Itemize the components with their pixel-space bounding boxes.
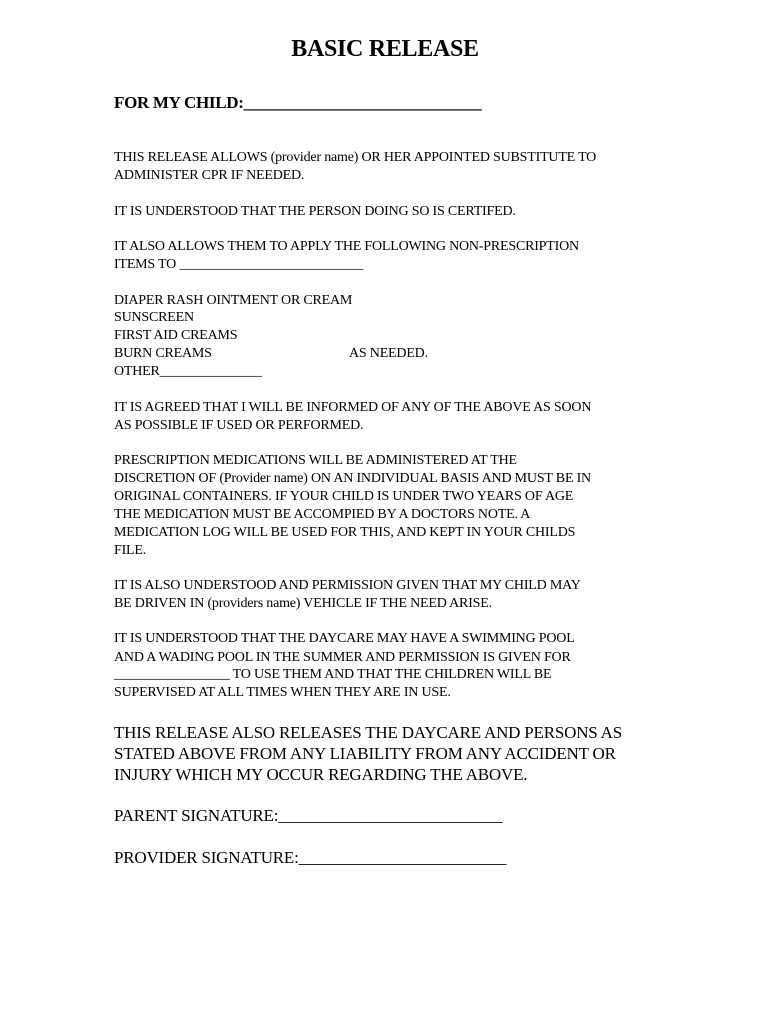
item-first-aid: FIRST AID CREAMS xyxy=(114,328,238,343)
medication-paragraph-line-3: ORIGINAL CONTAINERS. IF YOUR CHILD IS UNDER TWO YEARS OF AGE xyxy=(114,489,574,504)
pool-paragraph-line-1: IT IS UNDERSTOOD THAT THE DAYCARE MAY HAVE A SWIMMING POOL xyxy=(114,631,575,646)
non-prescription-line-1: IT ALSO ALLOWS THEM TO APPLY THE FOLLOWING NON-PRESCRIPTION xyxy=(114,239,579,254)
medication-paragraph-line-6: FILE. xyxy=(114,543,147,558)
certified-paragraph: IT IS UNDERSTOOD THAT THE PERSON DOING SO IS CERTIFED. xyxy=(114,204,516,219)
item-diaper-rash: DIAPER RASH OINTMENT OR CREAM xyxy=(114,293,353,308)
liability-paragraph-line-1: THIS RELEASE ALSO RELEASES THE DAYCARE AND PERSONS AS xyxy=(114,723,622,742)
vehicle-paragraph-line-2: BE DRIVEN IN (providers name) VEHICLE IF THE NEED ARISE. xyxy=(114,596,492,611)
parent-signature-line: PARENT SIGNATURE:___________________________ xyxy=(114,806,503,825)
pool-paragraph-line-3: _________________ TO USE THEM AND THAT THE CHILDREN WILL BE xyxy=(114,667,552,682)
vehicle-paragraph-line-1: IT IS ALSO UNDERSTOOD AND PERMISSION GIVEN THAT MY CHILD MAY xyxy=(114,578,581,593)
item-sunscreen: SUNSCREEN xyxy=(114,310,194,325)
pool-paragraph-line-2: AND A WADING POOL IN THE SUMMER AND PERMISSION IS GIVEN FOR xyxy=(114,650,571,665)
medication-paragraph-line-4: THE MEDICATION MUST BE ACCOMPIED BY A DOCTORS NOTE. A xyxy=(114,507,531,522)
provider-signature-line: PROVIDER SIGNATURE:_________________________ xyxy=(114,848,507,867)
document-title: BASIC RELEASE xyxy=(291,36,479,62)
item-burn-creams: BURN CREAMS xyxy=(114,346,212,361)
cpr-paragraph-line-2: ADMINISTER CPR IF NEEDED. xyxy=(114,168,305,183)
medication-paragraph-line-1: PRESCRIPTION MEDICATIONS WILL BE ADMINISTERED AT THE xyxy=(114,453,517,468)
informed-paragraph-line-2: AS POSSIBLE IF USED OR PERFORMED. xyxy=(114,418,364,433)
pool-paragraph-line-4: SUPERVISED AT ALL TIMES WHEN THEY ARE IN USE. xyxy=(114,685,451,700)
medication-paragraph-line-5: MEDICATION LOG WILL BE USED FOR THIS, AND KEPT IN YOUR CHILDS xyxy=(114,525,576,540)
child-name-line: FOR MY CHILD:_____________________________ xyxy=(114,93,482,112)
liability-paragraph-line-2: STATED ABOVE FROM ANY LIABILITY FROM ANY ACCIDENT OR xyxy=(114,744,616,763)
item-other: OTHER_______________ xyxy=(114,364,262,379)
as-needed-label: AS NEEDED. xyxy=(349,346,428,361)
liability-paragraph-line-3: INJURY WHICH MY OCCUR REGARDING THE ABOVE. xyxy=(114,765,528,784)
informed-paragraph-line-1: IT IS AGREED THAT I WILL BE INFORMED OF ANY OF THE ABOVE AS SOON xyxy=(114,400,592,415)
cpr-paragraph-line-1: THIS RELEASE ALLOWS (provider name) OR HER APPOINTED SUBSTITUTE TO xyxy=(114,150,597,165)
medication-paragraph-line-2: DISCRETION OF (Provider name) ON AN INDIVIDUAL BASIS AND MUST BE IN xyxy=(114,471,591,486)
non-prescription-line-2: ITEMS TO ___________________________ xyxy=(114,257,363,272)
